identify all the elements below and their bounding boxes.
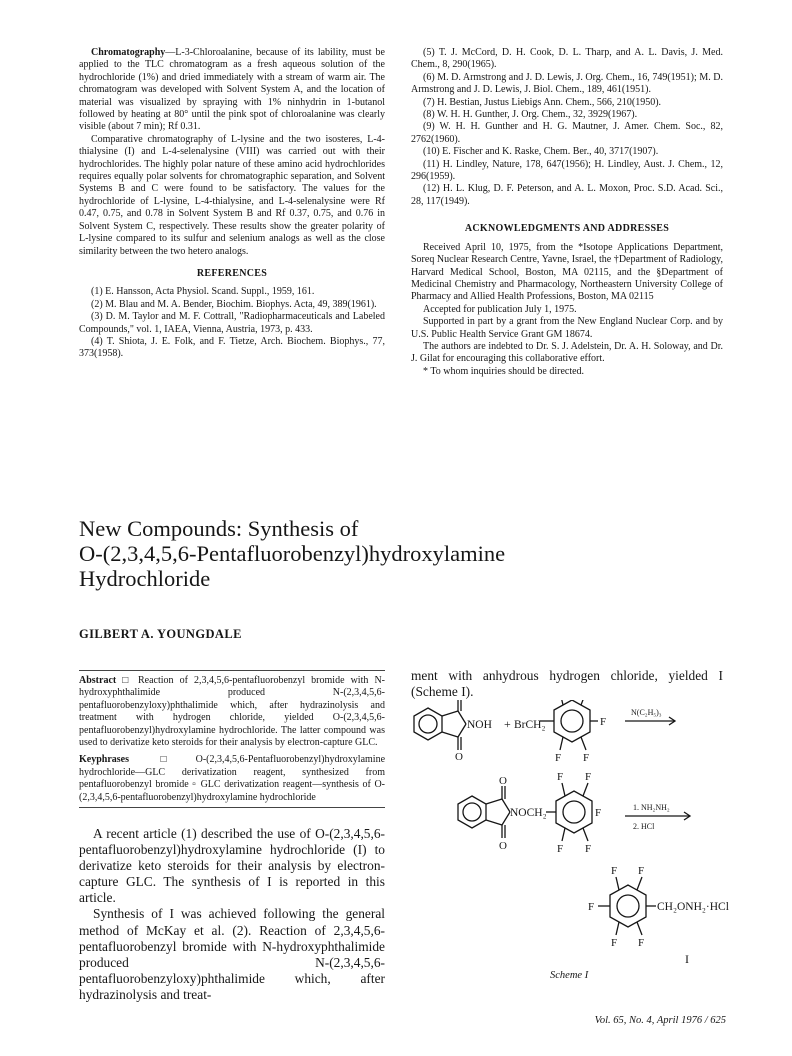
fluorine-label: F: [588, 901, 595, 913]
chromatography-heading: Chromatography: [91, 47, 166, 58]
fluorine-label: F: [585, 771, 592, 783]
product-substituent-label: CH₂ONH₂·HCl: [657, 901, 729, 913]
fluorine-label: F: [638, 937, 645, 949]
fluorine-label: F: [557, 843, 564, 855]
reference-item: (8) W. H. H. Gunther, J. Org. Chem., 32, 3929(1967).: [423, 109, 638, 121]
ack-paragraph: Received April 10, 1975, from the *Isotope Applications Department, Soreq Nuclear Research Centre, Yavne, Israel, the †Department of Radiology, Harvard Medical School, Boston, MA 02115, and the §Department of Medicinal Chemistry and Pharmacology, Northeastern University College of Pharmacy and Allied Health Professions, Boston, MA 02115: [411, 241, 723, 303]
ack-paragraph: Accepted for publication July 1, 1975.: [423, 303, 577, 315]
reference-item: (4) T. Shiota, J. E. Folk, and F. Tietze, Arch. Biochem. Biophys., 77, 373(1958).: [79, 335, 385, 360]
pentafluorophenyl-ring-3: [598, 877, 656, 935]
compound-number-label: I: [685, 952, 689, 966]
abstract-label: Abstract: [79, 675, 117, 686]
body-paragraph: A recent article (1) described the use of O-(2,3,4,5,6-pentafluorobenzyl)hydroxylamine hydrochloride (I) to derivatize keto steroids for their analysis by electron-capture GLC. The synthesis of I is reported in this article.: [79, 826, 385, 906]
ack-paragraph: The authors are indebted to Dr. S. J. Adelstein, Dr. A. H. Soloway, and Dr. J. Gilat for encouraging this collaborative effort.: [411, 340, 723, 365]
phthalimide-structure-2: [458, 786, 510, 838]
abstract-box: [79, 670, 385, 808]
brch2-label: BrCH₂: [514, 719, 546, 731]
fluorine-label: F: [583, 752, 590, 764]
fluorine-label: F: [611, 937, 618, 949]
body-paragraph: ment with anhydrous hydrogen chloride, yielded I (Scheme I).: [411, 668, 723, 700]
keyphrases-label: Keyphrases: [79, 754, 129, 766]
fluorine-label: F: [595, 807, 602, 819]
reagent-label: 1. NH₂NH₂: [633, 803, 670, 812]
checkbox-glyph-icon: □: [160, 754, 196, 766]
body-paragraph: Synthesis of I was achieved following the general method of McKay et al. (2). Reaction of 2,3,4,5,6-pentafluorobenzyl bromide with N-hydroxyphthalimide produced N-(2,3,4,5,6-pentafluorobenzyloxy)phthalimide which, after hydrazinolysis and treat-: [79, 906, 385, 1002]
ack-paragraph: * To whom inquiries should be directed.: [423, 365, 585, 377]
acknowledgments-block: [411, 242, 723, 378]
title-line: New Compounds: Synthesis of: [79, 516, 359, 541]
fluorine-label: F: [611, 865, 618, 877]
page-footer: Vol. 65, No. 4, April 1976 / 625: [594, 1015, 726, 1026]
pentafluorophenyl-ring-1: [540, 700, 598, 750]
checkbox-glyph-icon: □: [122, 675, 132, 686]
ack-paragraph: Supported in part by a grant from the New England Nuclear Corp. and by U.S. Public Health Service Grant GM 18674.: [411, 316, 723, 340]
title-line: Hydrochloride: [79, 566, 211, 591]
pentafluorophenyl-ring-2: [546, 783, 592, 841]
reagent-label: N(C₂H₅)₃: [631, 708, 662, 717]
chromatography-paragraph: Chromatography—L-3-Chloroalanine, because of its lability, must be applied to the TLC chromatogram as a fresh aqueous solution of the hydrochloride (1%) and dried immediately with a stream of warm air. The chromatogram was developed with Solvent System A, and the location of material was visualized by spraying with 1% ninhydrin in 1-butanol followed by heating at 80° until the pink spot of chloroalanine was clearly visible (about 7 min); Rf 0.31.: [79, 47, 385, 133]
scheme-caption: Scheme I: [550, 970, 589, 981]
author-name: GILBERT A. YOUNGDALE: [79, 627, 242, 641]
top-right-column: [411, 47, 723, 378]
phthalimide-structure-1: [414, 700, 466, 750]
body-left-column: [79, 826, 385, 1003]
keyphrases-paragraph: Keyphrases □O-(2,3,4,5,6-Pentafluorobenzyl)hydroxylamine hydrochloride—GLC derivatization reagent, synthesized from pentafluorobenzyl bromide ▫ GLC derivatization reagent—synthesis of O-(2,3,4,5,6-pentafluorobenzyl)hydroxylamine hydrochloride: [79, 754, 386, 803]
reference-item: (7) H. Bestian, Justus Liebigs Ann. Chem., 566, 210(1950).: [423, 96, 662, 108]
title-line: O-(2,3,4,5,6-Pentafluorobenzyl)hydroxylamine: [79, 541, 506, 566]
body-right-column: [411, 668, 723, 700]
references-list-left: [79, 286, 385, 360]
top-left-column: [79, 47, 385, 361]
reference-item: (10) E. Fischer and K. Raske, Chem. Ber., 40, 3717(1907).: [423, 146, 659, 158]
references-heading: REFERENCES: [196, 267, 268, 279]
fluorine-label: F: [638, 865, 645, 877]
comparative-paragraph: Comparative chromatography of L-lysine and the two isosteres, L-4-thialysine (I) and L-4-selenalysine (VIII) was carried out with their hydrochlorides. The highly polar nature of these amino acid hydrochlorides requires equally polar solvents for chromatographic separation, and Solvent Systems B and C were found to be satisfactory. The values for the hydrochloride of L-lysine, L-4-thialysine, and L-4-selenalysine were Rf 0.47, 0.75, and 0.78 in Solvent System B and Rf 0.37, 0.75, and 0.76 in Solvent System C, respectively. These results show the greater polarity of L-lysine compared to its sulfur and selenium analogs as well as the close similarity between the two hetero analogs.: [79, 133, 385, 257]
reference-item: (2) M. Blau and M. A. Bender, Biochim. Biophys. Acta, 49, 389(1961).: [91, 298, 377, 310]
scheme-diagram: [400, 700, 730, 1030]
fluorine-label: F: [600, 716, 607, 728]
article-title: [79, 516, 679, 591]
carbonyl-oxygen-label: O: [499, 840, 507, 852]
carbonyl-oxygen-label: O: [499, 775, 507, 787]
noch2-label: NOCH₂: [510, 807, 547, 819]
fluorine-label: F: [585, 843, 592, 855]
references-list-right: [411, 47, 723, 208]
reference-item: (1) E. Hansson, Acta Physiol. Scand. Suppl., 1959, 161.: [91, 286, 315, 298]
reference-item: (3) D. M. Taylor and M. F. Cottrall, "Radiopharmaceuticals and Labeled Compounds," vol. 1, IAEA, Vienna, Austria, 1973, p. 433.: [79, 311, 385, 335]
reference-item: (11) H. Lindley, Nature, 178, 647(1956); H. Lindley, Aust. J. Chem., 12, 296(1959).: [411, 158, 723, 183]
fluorine-label: F: [557, 771, 564, 783]
reference-item: (6) M. D. Armstrong and J. D. Lewis, J. Org. Chem., 16, 749(1951); M. D. Armstrong and J. D. Lewis, J. Biol. Chem., 189, 461(1951).: [411, 71, 723, 96]
acknowledgments-heading: ACKNOWLEDGMENTS AND ADDRESSES: [464, 223, 670, 235]
noh-label: NOH: [467, 719, 492, 731]
plus-sign: +: [504, 717, 511, 731]
reference-item: (9) W. H. H. Gunther and H. G. Mautner, J. Amer. Chem. Soc., 82, 2762(1960).: [411, 121, 723, 145]
reagent-label: 2. HCl: [633, 822, 655, 831]
reference-item: (5) T. J. McCord, D. H. Cook, D. L. Tharp, and A. L. Davis, J. Med. Chem., 8, 290(1965).: [411, 47, 723, 71]
abstract-paragraph: Abstract □ Reaction of 2,3,4,5,6-pentafluorobenzyl bromide with N-hydroxyphthalimide produced N-(2,3,4,5,6-pentafluorobenzyloxy)phthalimide which, after hydrazinolysis and treatment with hydrogen chloride, yielded O-(2,3,4,5,6-pentafluorobenzyl)hydroxylamine hydrochloride. The latter compound was used to derivatize keto steroids for their analysis by electron-capture GLC.: [79, 675, 385, 749]
reference-item: (12) H. L. Klug, D. F. Peterson, and A. L. Moxon, Proc. S.D. Acad. Sci., 28, 117(1949).: [411, 183, 723, 207]
carbonyl-oxygen-label: O: [455, 751, 463, 763]
fluorine-label: F: [555, 752, 562, 764]
